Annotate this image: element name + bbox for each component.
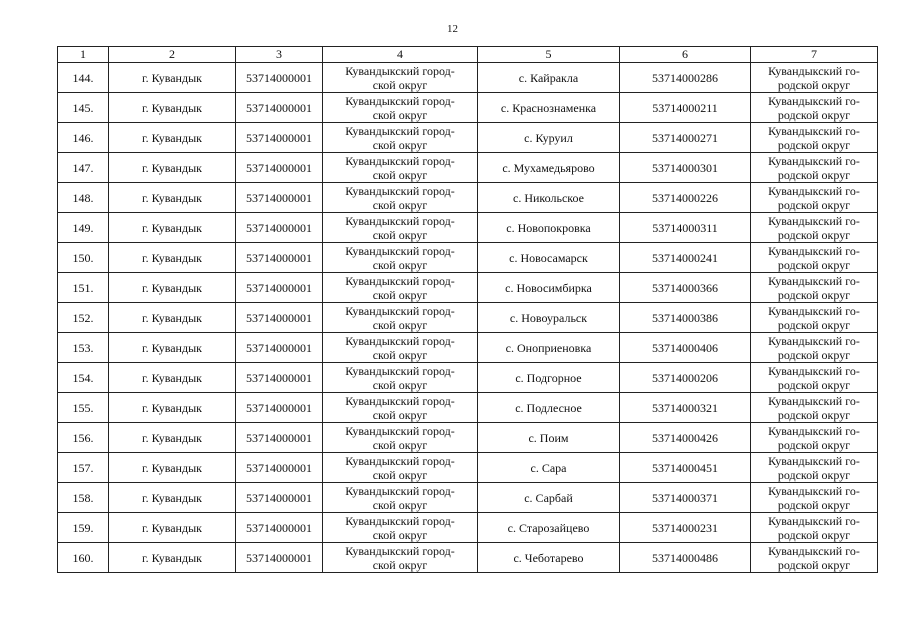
okrug-cell: Кувандыкский город- ской округ (323, 183, 478, 213)
okrug-cell: Кувандыкский город- ской округ (323, 243, 478, 273)
settlement-okrug-cell: Кувандыкский го- родской округ (751, 363, 878, 393)
settlement-okrug-cell: Кувандыкский го- родской округ (751, 483, 878, 513)
city-code-cell: 53714000001 (236, 63, 323, 93)
table-row (58, 333, 878, 363)
settlement-code-cell: 53714000486 (620, 543, 751, 573)
table-row (58, 453, 878, 483)
row-number-cell: 145. (58, 93, 109, 123)
settlements-table (57, 46, 878, 573)
okrug-cell: Кувандыкский город- ской округ (323, 453, 478, 483)
city-cell: г. Кувандык (109, 183, 236, 213)
city-cell: г. Кувандык (109, 423, 236, 453)
row-number-cell: 147. (58, 153, 109, 183)
settlement-okrug-cell: Кувандыкский го- родской округ (751, 423, 878, 453)
settlement-cell: с. Никольское (478, 183, 620, 213)
row-number-cell: 149. (58, 213, 109, 243)
table-row (58, 423, 878, 453)
table-row (58, 393, 878, 423)
row-number-cell: 144. (58, 63, 109, 93)
city-code-cell: 53714000001 (236, 453, 323, 483)
row-number-cell: 155. (58, 393, 109, 423)
city-code-cell: 53714000001 (236, 123, 323, 153)
settlement-okrug-cell: Кувандыкский го- родской округ (751, 243, 878, 273)
city-code-cell: 53714000001 (236, 213, 323, 243)
settlement-code-cell: 53714000426 (620, 423, 751, 453)
city-code-cell: 53714000001 (236, 93, 323, 123)
settlement-code-cell: 53714000406 (620, 333, 751, 363)
settlement-okrug-cell: Кувандыкский го- родской округ (751, 123, 878, 153)
okrug-cell: Кувандыкский город- ской округ (323, 123, 478, 153)
city-code-cell: 53714000001 (236, 543, 323, 573)
city-cell: г. Кувандык (109, 153, 236, 183)
settlement-okrug-cell: Кувандыкский го- родской округ (751, 333, 878, 363)
city-cell: г. Кувандык (109, 393, 236, 423)
okrug-cell: Кувандыкский город- ской округ (323, 213, 478, 243)
settlement-code-cell: 53714000321 (620, 393, 751, 423)
table-row (58, 123, 878, 153)
settlement-cell: с. Кайракла (478, 63, 620, 93)
okrug-cell: Кувандыкский город- ской округ (323, 93, 478, 123)
settlement-code-cell: 53714000206 (620, 363, 751, 393)
city-code-cell: 53714000001 (236, 153, 323, 183)
settlement-cell: с. Поим (478, 423, 620, 453)
table-row (58, 483, 878, 513)
settlement-okrug-cell: Кувандыкский го- родской округ (751, 393, 878, 423)
settlement-cell: с. Новопокровка (478, 213, 620, 243)
settlement-cell: с. Оноприеновка (478, 333, 620, 363)
row-number-cell: 150. (58, 243, 109, 273)
city-cell: г. Кувандык (109, 363, 236, 393)
row-number-cell: 154. (58, 363, 109, 393)
settlement-code-cell: 53714000386 (620, 303, 751, 333)
city-code-cell: 53714000001 (236, 513, 323, 543)
table-body (58, 63, 878, 573)
table-row (58, 543, 878, 573)
row-number-cell: 157. (58, 453, 109, 483)
city-cell: г. Кувандык (109, 453, 236, 483)
city-cell: г. Кувандык (109, 303, 236, 333)
city-cell: г. Кувандык (109, 93, 236, 123)
table-header-row (58, 47, 878, 63)
settlement-cell: с. Подгорное (478, 363, 620, 393)
settlement-okrug-cell: Кувандыкский го- родской округ (751, 93, 878, 123)
column-header-6: 6 (620, 47, 751, 63)
city-cell: г. Кувандык (109, 543, 236, 573)
settlement-code-cell: 53714000226 (620, 183, 751, 213)
settlement-okrug-cell: Кувандыкский го- родской округ (751, 213, 878, 243)
settlement-code-cell: 53714000286 (620, 63, 751, 93)
row-number-cell: 160. (58, 543, 109, 573)
table-row (58, 363, 878, 393)
okrug-cell: Кувандыкский город- ской округ (323, 483, 478, 513)
column-header-1: 1 (58, 47, 109, 63)
city-cell: г. Кувандык (109, 273, 236, 303)
settlement-code-cell: 53714000311 (620, 213, 751, 243)
settlement-code-cell: 53714000366 (620, 273, 751, 303)
row-number-cell: 152. (58, 303, 109, 333)
table-row (58, 513, 878, 543)
row-number-cell: 151. (58, 273, 109, 303)
settlement-okrug-cell: Кувандыкский го- родской округ (751, 153, 878, 183)
city-cell: г. Кувандык (109, 63, 236, 93)
settlement-okrug-cell: Кувандыкский го- родской округ (751, 273, 878, 303)
settlement-okrug-cell: Кувандыкский го- родской округ (751, 543, 878, 573)
settlement-cell: с. Новосимбирка (478, 273, 620, 303)
okrug-cell: Кувандыкский город- ской округ (323, 63, 478, 93)
page-number: 12 (447, 23, 458, 35)
okrug-cell: Кувандыкский город- ской округ (323, 423, 478, 453)
settlement-okrug-cell: Кувандыкский го- родской округ (751, 183, 878, 213)
city-cell: г. Кувандык (109, 513, 236, 543)
settlement-cell: с. Сара (478, 453, 620, 483)
city-code-cell: 53714000001 (236, 333, 323, 363)
okrug-cell: Кувандыкский город- ской округ (323, 333, 478, 363)
settlement-cell: с. Новосамарск (478, 243, 620, 273)
settlement-cell: с. Мухамедьярово (478, 153, 620, 183)
table-row (58, 243, 878, 273)
table-row (58, 153, 878, 183)
settlement-cell: с. Подлесное (478, 393, 620, 423)
city-code-cell: 53714000001 (236, 303, 323, 333)
table-row (58, 213, 878, 243)
row-number-cell: 156. (58, 423, 109, 453)
table-row (58, 183, 878, 213)
city-cell: г. Кувандык (109, 243, 236, 273)
column-header-7: 7 (751, 47, 878, 63)
settlement-okrug-cell: Кувандыкский го- родской округ (751, 303, 878, 333)
row-number-cell: 153. (58, 333, 109, 363)
city-code-cell: 53714000001 (236, 363, 323, 393)
column-header-5: 5 (478, 47, 620, 63)
settlement-code-cell: 53714000231 (620, 513, 751, 543)
row-number-cell: 159. (58, 513, 109, 543)
column-header-3: 3 (236, 47, 323, 63)
settlement-code-cell: 53714000371 (620, 483, 751, 513)
settlement-code-cell: 53714000211 (620, 93, 751, 123)
settlement-okrug-cell: Кувандыкский го- родской округ (751, 453, 878, 483)
city-code-cell: 53714000001 (236, 243, 323, 273)
settlement-okrug-cell: Кувандыкский го- родской округ (751, 63, 878, 93)
row-number-cell: 148. (58, 183, 109, 213)
city-code-cell: 53714000001 (236, 483, 323, 513)
city-cell: г. Кувандык (109, 213, 236, 243)
city-code-cell: 53714000001 (236, 183, 323, 213)
okrug-cell: Кувандыкский город- ской округ (323, 543, 478, 573)
table-row (58, 63, 878, 93)
settlement-cell: с. Краснознаменка (478, 93, 620, 123)
city-code-cell: 53714000001 (236, 273, 323, 303)
okrug-cell: Кувандыкский город- ской округ (323, 153, 478, 183)
city-cell: г. Кувандык (109, 483, 236, 513)
okrug-cell: Кувандыкский город- ской округ (323, 363, 478, 393)
okrug-cell: Кувандыкский город- ской округ (323, 273, 478, 303)
city-code-cell: 53714000001 (236, 423, 323, 453)
okrug-cell: Кувандыкский город- ской округ (323, 303, 478, 333)
okrug-cell: Кувандыкский город- ской округ (323, 393, 478, 423)
city-code-cell: 53714000001 (236, 393, 323, 423)
settlement-cell: с. Сарбай (478, 483, 620, 513)
settlement-code-cell: 53714000301 (620, 153, 751, 183)
settlement-code-cell: 53714000241 (620, 243, 751, 273)
table-row (58, 273, 878, 303)
settlement-cell: с. Новоуральск (478, 303, 620, 333)
column-header-2: 2 (109, 47, 236, 63)
city-cell: г. Кувандык (109, 333, 236, 363)
table-row (58, 93, 878, 123)
settlement-code-cell: 53714000451 (620, 453, 751, 483)
settlement-code-cell: 53714000271 (620, 123, 751, 153)
settlement-cell: с. Чеботарево (478, 543, 620, 573)
table-row (58, 303, 878, 333)
row-number-cell: 146. (58, 123, 109, 153)
okrug-cell: Кувандыкский город- ской округ (323, 513, 478, 543)
settlement-cell: с. Старозайцево (478, 513, 620, 543)
row-number-cell: 158. (58, 483, 109, 513)
settlement-cell: с. Куруил (478, 123, 620, 153)
settlement-okrug-cell: Кувандыкский го- родской округ (751, 513, 878, 543)
city-cell: г. Кувандык (109, 123, 236, 153)
column-header-4: 4 (323, 47, 478, 63)
